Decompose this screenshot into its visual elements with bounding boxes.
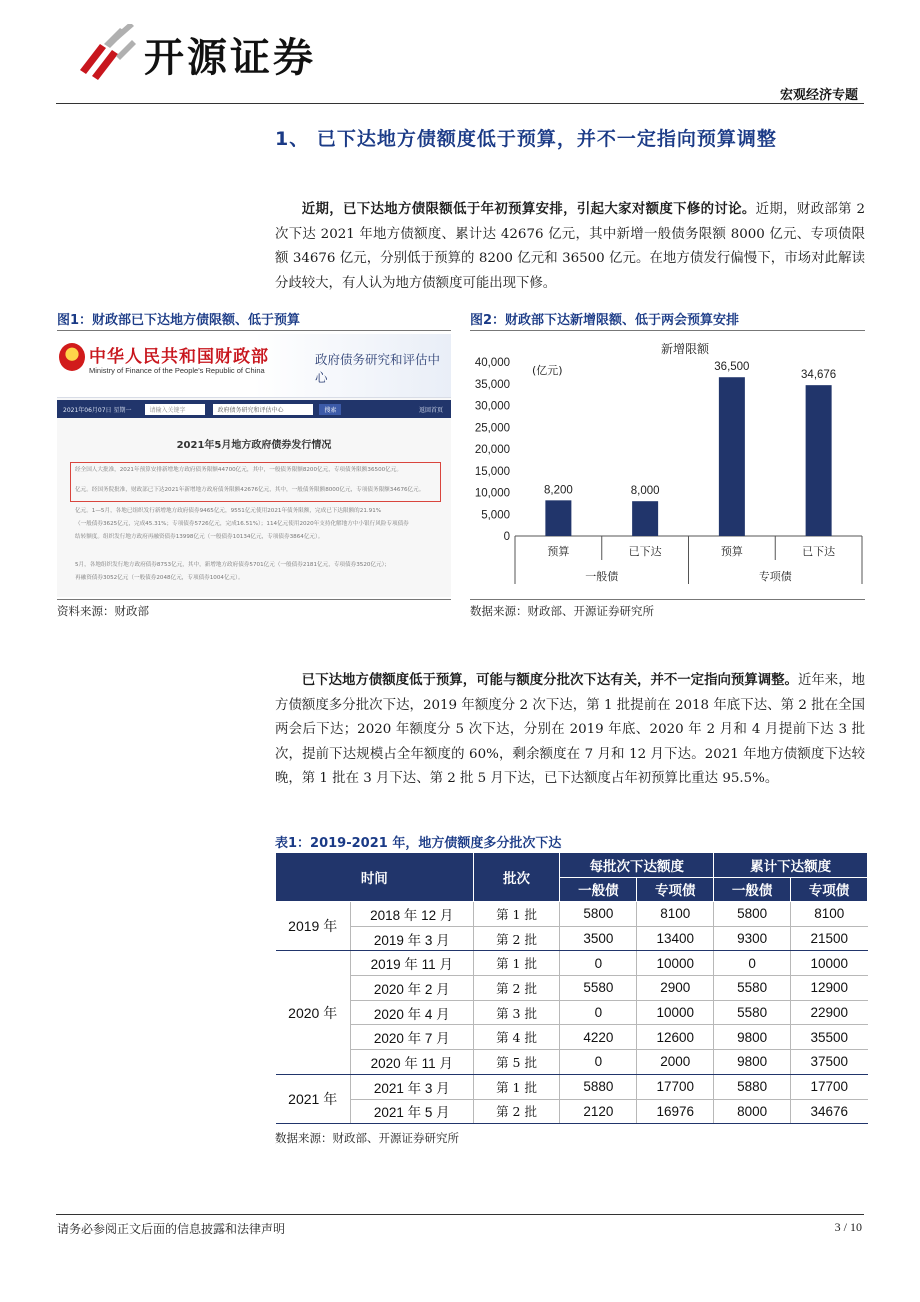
mof-text-line: 5月，各地组织发行地方政府债券8753亿元，其中，新增地方政府债券5701亿元（一般债券2181亿元，专项债券3520亿元）； [75, 562, 391, 568]
paragraph-1-lead: 近期，已下达地方债限额低于年初预算安排，引起大家对额度下修的讨论。 [301, 202, 756, 217]
x-category-label: 预算 [547, 545, 570, 558]
batch-cell: 第 2 批 [473, 1099, 560, 1124]
cum-general-cell: 9300 [714, 926, 791, 951]
y-tick-label: 30,000 [474, 400, 510, 413]
mof-name-cn: 中华人民共和国财政部 [89, 347, 269, 367]
cum-general-cell: 5580 [714, 976, 791, 1001]
cum-general-cell: 5800 [714, 902, 791, 927]
year-cell: 2020 年 [276, 951, 351, 1074]
date-cell: 2021 年 3 月 [350, 1074, 473, 1099]
figure-1-source: 资料来源：财政部 [57, 604, 149, 618]
y-tick-label: 5,000 [481, 509, 510, 522]
table-row [276, 926, 868, 951]
general-cell: 5800 [560, 902, 637, 927]
mof-scope-select[interactable]: 政府债务研究和评估中心 [213, 404, 313, 415]
batch-cell: 第 5 批 [473, 1050, 560, 1075]
chart-title: 新增限额 [660, 342, 710, 356]
header-general: 一般债 [560, 877, 637, 902]
date-cell: 2018 年 12 月 [350, 902, 473, 927]
batch-cell: 第 1 批 [473, 1074, 560, 1099]
cum-general-cell: 0 [714, 951, 791, 976]
x-group-label: 专项债 [758, 570, 792, 583]
batch-cell: 第 1 批 [473, 951, 560, 976]
date-cell: 2021 年 5 月 [350, 1099, 473, 1124]
y-tick-label: 25,000 [474, 422, 510, 435]
figure-1-top-rule [57, 330, 451, 331]
special-cell: 10000 [637, 951, 714, 976]
brand-logo-icon [74, 24, 138, 84]
table-row [276, 951, 868, 976]
batch-cell: 第 4 批 [473, 1025, 560, 1050]
y-unit-label: (亿元) [532, 364, 563, 377]
cum-general-cell: 8000 [714, 1099, 791, 1124]
table-row [276, 976, 868, 1001]
cum-general-cell: 9800 [714, 1025, 791, 1050]
general-cell: 5880 [560, 1074, 637, 1099]
paragraph-1-body: 近期，财政部第 2 次下达 2021 年地方债额度、累计达 42676 亿元，其中新增一般债务限额 8000 亿元、专项债限额 34676 亿元，分别低于预算的 8200 亿元和 36500 亿元。在地方债发行偏慢下，市场对此解读分歧较大，有人认为地方债额度可能出现下修。 [275, 202, 866, 291]
mof-search-input[interactable]: 请输入关键字 [145, 404, 205, 415]
mof-search-button[interactable]: 搜索 [319, 404, 341, 415]
section-tag: 宏观经济专题 [779, 88, 858, 103]
bar-value-label: 36,500 [714, 361, 750, 374]
date-cell: 2020 年 11 月 [350, 1050, 473, 1075]
cum-special-cell: 35500 [791, 1025, 868, 1050]
table-body [276, 902, 868, 1124]
cum-special-cell: 12900 [791, 976, 868, 1001]
mof-text-line: （一般债券3625亿元，完成45.31%；专项债券5726亿元，完成16.51%）；114亿元使用2020年支持化解地方中小银行风险专项债券 [75, 521, 409, 527]
header-batch: 批次 [473, 853, 560, 902]
figure-2-source: 数据来源：财政部、开源证券研究所 [470, 604, 654, 618]
batch-cell: 第 3 批 [473, 1000, 560, 1025]
table-row [276, 1025, 868, 1050]
table-row [276, 1074, 868, 1099]
mof-home-link[interactable]: 返回首页 [418, 406, 443, 414]
special-cell: 10000 [637, 1000, 714, 1025]
cum-general-cell: 5580 [714, 1000, 791, 1025]
bar [806, 385, 832, 536]
mof-center-name: 政府债务研究和评估中心 [315, 352, 441, 385]
batch-cell: 第 1 批 [473, 902, 560, 927]
x-category-label: 预算 [720, 545, 743, 558]
footer-divider [56, 1214, 864, 1215]
mof-website-screenshot [57, 334, 451, 597]
table-row [276, 1000, 868, 1025]
bar-value-label: 8,200 [543, 484, 573, 497]
quota-batches-table [275, 852, 868, 1124]
header-divider [56, 103, 864, 104]
general-cell: 4220 [560, 1025, 637, 1050]
x-group-label: 一般债 [585, 570, 619, 583]
y-tick-label: 0 [503, 531, 510, 543]
year-cell: 2019 年 [276, 902, 351, 951]
special-cell: 17700 [637, 1074, 714, 1099]
header-cumulative: 累计下达额度 [714, 853, 868, 878]
bar [632, 501, 658, 536]
figure-2-title: 图2：财政部下达新增限额、低于两会预算安排 [470, 313, 740, 328]
table-row [276, 1050, 868, 1075]
paragraph-2-body: 近年来，地方债额度多分批次下达，2019 年额度分 2 次下达，第 1 批提前在 2018 年底下达、第 2 批在全国两会后下达；2020 年额度分 5 次下达，分别在 2019 年底、2020 年 2 月和 4 月提前下达 3 批次，提前下达规模占全年额度的 60%，剩余额度在 7 月和 12 月下达。2021 年地方债额度下达较晚，第 1 批在 3 月下达、第 2 批 5 月下达，已下达额度占年初预算比重达 95.5%。 [275, 673, 865, 786]
special-cell: 16976 [637, 1099, 714, 1124]
national-emblem-icon [59, 343, 85, 371]
brand-name: 开源证券 [144, 34, 316, 81]
mof-text-line: 结转额度。组织发行地方政府再融资债券13998亿元（一般债券10134亿元，专项债券3864亿元）。 [75, 534, 324, 540]
y-tick-label: 10,000 [474, 487, 510, 500]
mof-text-line: 亿元。经国务院批准，财政部已下达2021年新增地方政府债务限额42676亿元，其中，一般债务限额8000亿元，专项债务限额34676亿元。 [75, 487, 425, 493]
general-cell: 5580 [560, 976, 637, 1001]
header-per-batch: 每批次下达额度 [560, 853, 714, 878]
brand-logo [74, 24, 316, 84]
new-quota-bar-chart [470, 334, 865, 597]
table-1-source: 数据来源：财政部、开源证券研究所 [275, 1131, 459, 1145]
paragraph-2 [275, 669, 865, 792]
bar-value-label: 8,000 [630, 485, 660, 498]
batch-cell: 第 2 批 [473, 976, 560, 1001]
y-tick-label: 15,000 [474, 465, 510, 478]
special-cell: 2900 [637, 976, 714, 1001]
paragraph-2-lead: 已下达地方债额度低于预算，可能与额度分批次下达有关，并不一定指向预算调整。 [301, 673, 798, 688]
bar [545, 500, 571, 536]
y-tick-label: 35,000 [474, 378, 510, 391]
batch-cell: 第 2 批 [473, 926, 560, 951]
special-cell: 13400 [637, 926, 714, 951]
mof-banner [57, 334, 451, 398]
y-tick-label: 20,000 [474, 444, 510, 456]
mof-nav-bar [57, 400, 451, 418]
general-cell: 3500 [560, 926, 637, 951]
special-cell: 8100 [637, 902, 714, 927]
paragraph-1 [275, 198, 865, 296]
date-cell: 2020 年 2 月 [350, 976, 473, 1001]
table-1-title: 表1：2019-2021 年，地方债额度多分批次下达 [275, 836, 562, 851]
bar-value-label: 34,676 [801, 369, 837, 382]
mof-name-en: Ministry of Finance of the People's Republic of China [89, 366, 265, 375]
mof-document-title: 2021年5月地方政府债券发行情况 [176, 440, 332, 451]
footer-disclaimer: 请务必参阅正文后面的信息披露和法律声明 [57, 1222, 286, 1236]
general-cell: 0 [560, 951, 637, 976]
date-cell: 2020 年 7 月 [350, 1025, 473, 1050]
mof-date: 2021年06月07日 星期一 [63, 406, 132, 414]
header-special: 专项债 [637, 877, 714, 902]
x-category-label: 已下达 [628, 545, 662, 558]
special-cell: 12600 [637, 1025, 714, 1050]
section-heading: 1、 已下达地方债额度低于预算，并不一定指向预算调整 [275, 128, 777, 150]
header-cum-special: 专项债 [791, 877, 868, 902]
cum-general-cell: 9800 [714, 1050, 791, 1075]
special-cell: 2000 [637, 1050, 714, 1075]
date-cell: 2019 年 3 月 [350, 926, 473, 951]
cum-general-cell: 5880 [714, 1074, 791, 1099]
general-cell: 2120 [560, 1099, 637, 1124]
cum-special-cell: 21500 [791, 926, 868, 951]
mof-text-line: 再融资债券3052亿元（一般债券2048亿元，专项债券1004亿元）。 [75, 575, 244, 581]
figure-2-bottom-rule [470, 599, 865, 600]
figure-1-bottom-rule [57, 599, 451, 600]
figure-1-title: 图1：财政部已下达地方债限额、低于预算 [57, 313, 301, 328]
figure-2-top-rule [470, 330, 865, 331]
page-number: 3 / 10 [834, 1220, 862, 1234]
cum-special-cell: 10000 [791, 951, 868, 976]
cum-special-cell: 8100 [791, 902, 868, 927]
general-cell: 0 [560, 1050, 637, 1075]
table-row [276, 902, 868, 927]
general-cell: 0 [560, 1000, 637, 1025]
bar [719, 377, 745, 536]
mof-text-line: 亿元。1—5月，各地已组织发行新增地方政府债券9465亿元，9551亿元使用2021年债务限额，完成已下达限额的21.91% [75, 508, 382, 514]
cum-special-cell: 22900 [791, 1000, 868, 1025]
cum-special-cell: 34676 [791, 1099, 868, 1124]
mof-text-line: 经全国人大批准，2021年预算安排新增地方政府债务限额44700亿元，其中，一般债务限额8200亿元，专项债务限额36500亿元。 [75, 467, 402, 473]
date-cell: 2020 年 4 月 [350, 1000, 473, 1025]
header-cum-general: 一般债 [714, 877, 791, 902]
year-cell: 2021 年 [276, 1074, 351, 1123]
cum-special-cell: 17700 [791, 1074, 868, 1099]
cum-special-cell: 37500 [791, 1050, 868, 1075]
x-category-label: 已下达 [802, 545, 836, 558]
table-row [276, 1099, 868, 1124]
date-cell: 2019 年 11 月 [350, 951, 473, 976]
header-time: 时间 [276, 853, 474, 902]
y-tick-label: 40,000 [474, 357, 510, 369]
